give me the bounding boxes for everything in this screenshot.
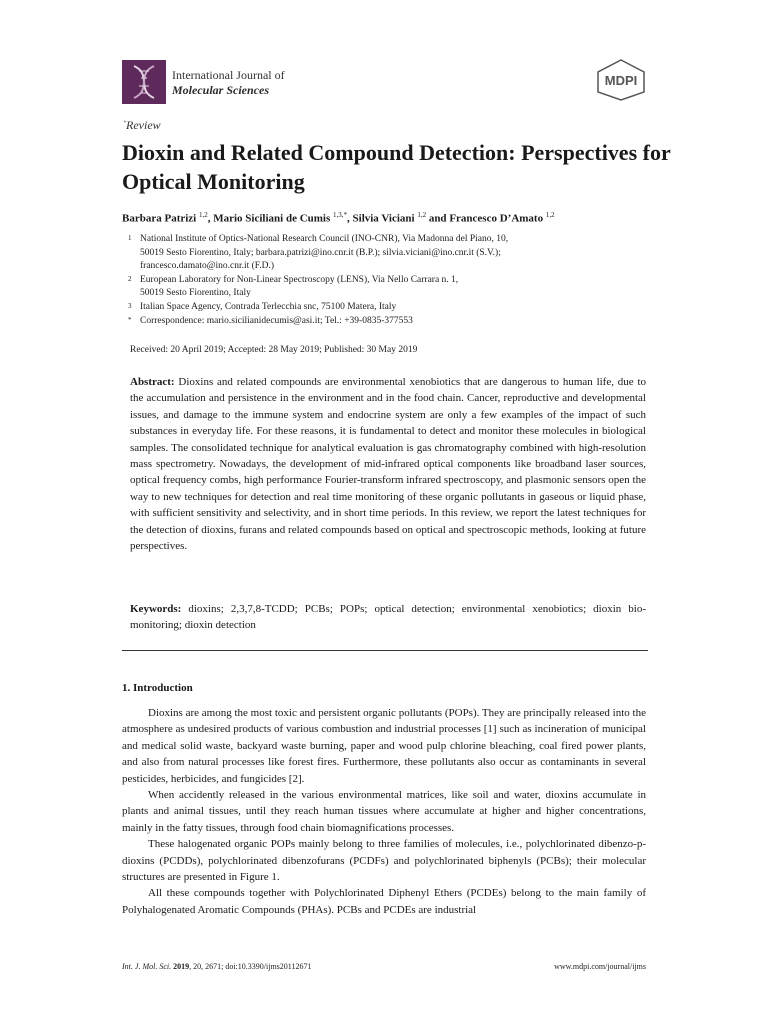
author-affiliation-marker: 1,2 <box>198 211 208 219</box>
author-affiliation-marker: 1,2 <box>545 211 555 219</box>
abstract-label: Abstract: <box>130 376 175 388</box>
affiliation-line: 50019 Sesto Fiorentino, Italy; barbara.patrizi@ino.cnr.it (B.P.); silvia.viciani@ino.cnr.it (S.V.); <box>140 247 501 258</box>
affiliation-line: European Laboratory for Non-Linear Spectroscopy (LENS), Via Nello Carrara n. 1, <box>140 274 459 285</box>
citation-year: 2019 <box>173 962 190 971</box>
author-name: Silvia Viciani <box>352 212 418 225</box>
paragraph: All these compounds together with Polychlorinated Diphenyl Ethers (PCDEs) belong to the main family of Polyhalogenated Aromatic Compounds (PHAs). PCBs and PCDEs are industrial <box>122 887 646 916</box>
author-affiliation-marker: 1,2 <box>417 211 427 219</box>
paragraph: These halogenated organic POPs mainly belong to three families of molecules, i.e., polychlorinated dibenzo-p-dioxins (PCDDs), polychlorinated dibenzofurans (PCDFs) and polychlorinated biphenyls (PCBs); their molecular structures are presented in Figure 1. <box>122 838 646 884</box>
affiliation-item <box>122 274 642 301</box>
keywords-label: Keywords: <box>130 603 182 615</box>
abstract <box>130 374 646 554</box>
affiliation-number: 3 <box>128 301 132 310</box>
affiliation-line: Correspondence: mario.sicilianidecumis@asi.it; Tel.: +39-0835-377553 <box>140 315 413 326</box>
affiliation-line: 50019 Sesto Fiorentino, Italy <box>140 288 251 299</box>
article-title: Dioxin and Related Compound Detection: Perspectives for Optical Monitoring <box>122 140 671 194</box>
author-affiliation-marker: 1,3,* <box>333 211 348 219</box>
affiliation-line: francesco.damato@ino.cnr.it (F.D.) <box>140 261 275 272</box>
divider <box>122 650 648 651</box>
author-list <box>122 211 555 225</box>
publisher-name: MDPI <box>604 73 638 88</box>
affiliation-number: 1 <box>128 234 132 242</box>
journal-abbrev: Int. J. Mol. Sci. <box>122 962 172 971</box>
footer-citation <box>122 962 311 971</box>
article-type: `Review <box>122 118 161 132</box>
journal-name-line1: International Journal of <box>172 68 285 82</box>
journal-name <box>172 68 285 98</box>
journal-name-line2: Molecular Sciences <box>172 83 269 97</box>
affiliation-line: Italian Space Agency, Contrada Terlecchia snc, 75100 Matera, Italy <box>140 301 397 312</box>
author-separator: , <box>207 212 214 225</box>
affiliation-line: National Institute of Optics-National Research Council (INO-CNR), Via Madonna del Piano, 10, <box>140 234 509 244</box>
mdpi-hexagon-icon <box>594 58 648 102</box>
journal-url[interactable]: www.mdpi.com/journal/ijms <box>554 962 646 971</box>
publication-dates: Received: 20 April 2019; Accepted: 28 May 2019; Published: 30 May 2019 <box>130 345 418 355</box>
keywords <box>130 601 646 634</box>
affiliation-item <box>122 315 642 329</box>
section-title: 1. Introduction <box>122 682 193 694</box>
paragraph: Dioxins are among the most toxic and persistent organic pollutants (POPs). They are principally released into the atmosphere as undesired products of various combustion and industrial processes [1] such as incineration of municipal and medical solid waste, backyard waste burning, paper and wood pulp chlorine bleaching, coal fired power plants, and also from natural processes like forest fires. Furthermore, these pollutants also occur as contaminants in several pesticides, herbicides, and fungicides [2]. <box>122 707 646 785</box>
affiliations <box>122 233 642 328</box>
abstract-text: Dioxins and related compounds are environmental xenobiotics that are dangerous to human life, due to the accumulation and persistence in the environment and in the food chain. Cancer, reproductive and developmental issues, and damage to the immune system and endocrine system are only a few examples of the impact of such substances in everyday life. For these reasons, it is fundamental to detect and monitor these molecules in biological samples. The consolidated technique for analytical evaluation is gas chromatography combined with high-resolution mass spectrometry. Nowadays, the development of mid-infrared optical components like broadband laser sources, optical frequency combs, high performance Fourier-transform infrared spectroscopy, and plasmonic sensors open the way to new techniques for detection and real time monitoring of these organic pollutants in gaseous or liquid phase, with sufficient sensitivity and selectivity, and in short time periods. In this review, we report the latest techniques for the detection of dioxins, furans and related compounds based on optical and spectroscopic methods, looking at future perspectives. <box>130 376 646 553</box>
citation-details: , 20, 2671; doi:10.3390/ijms20112671 <box>189 962 312 971</box>
dna-helix-icon <box>122 60 166 104</box>
author-name: Barbara Patrizi <box>122 212 199 225</box>
author-name: Mario Siciliani de Cumis <box>213 212 334 225</box>
affiliation-item <box>122 301 642 315</box>
keywords-text: dioxins; 2,3,7,8-TCDD; PCBs; POPs; optical detection; environmental xenobiotics; dioxin bio-monitoring; dioxin detection <box>130 603 647 632</box>
author-separator: and <box>426 212 450 225</box>
paragraph: When accidently released in the various environmental matrices, like soil and water, dioxins accumulate in plants and animal tissues, until they reach human tissues where accumulate at higher and higher concentrations, mainly in the fatty tissues, through food chain biomagnifications processes. <box>122 789 646 834</box>
section-body <box>122 705 646 918</box>
author-separator: , <box>347 212 353 225</box>
publisher-logo <box>594 58 648 102</box>
affiliation-number: 2 <box>128 274 132 283</box>
author-name: Francesco D’Amato <box>449 212 546 225</box>
affiliation-number: * <box>128 315 132 324</box>
affiliation-item <box>122 233 642 274</box>
journal-logo <box>122 60 166 104</box>
